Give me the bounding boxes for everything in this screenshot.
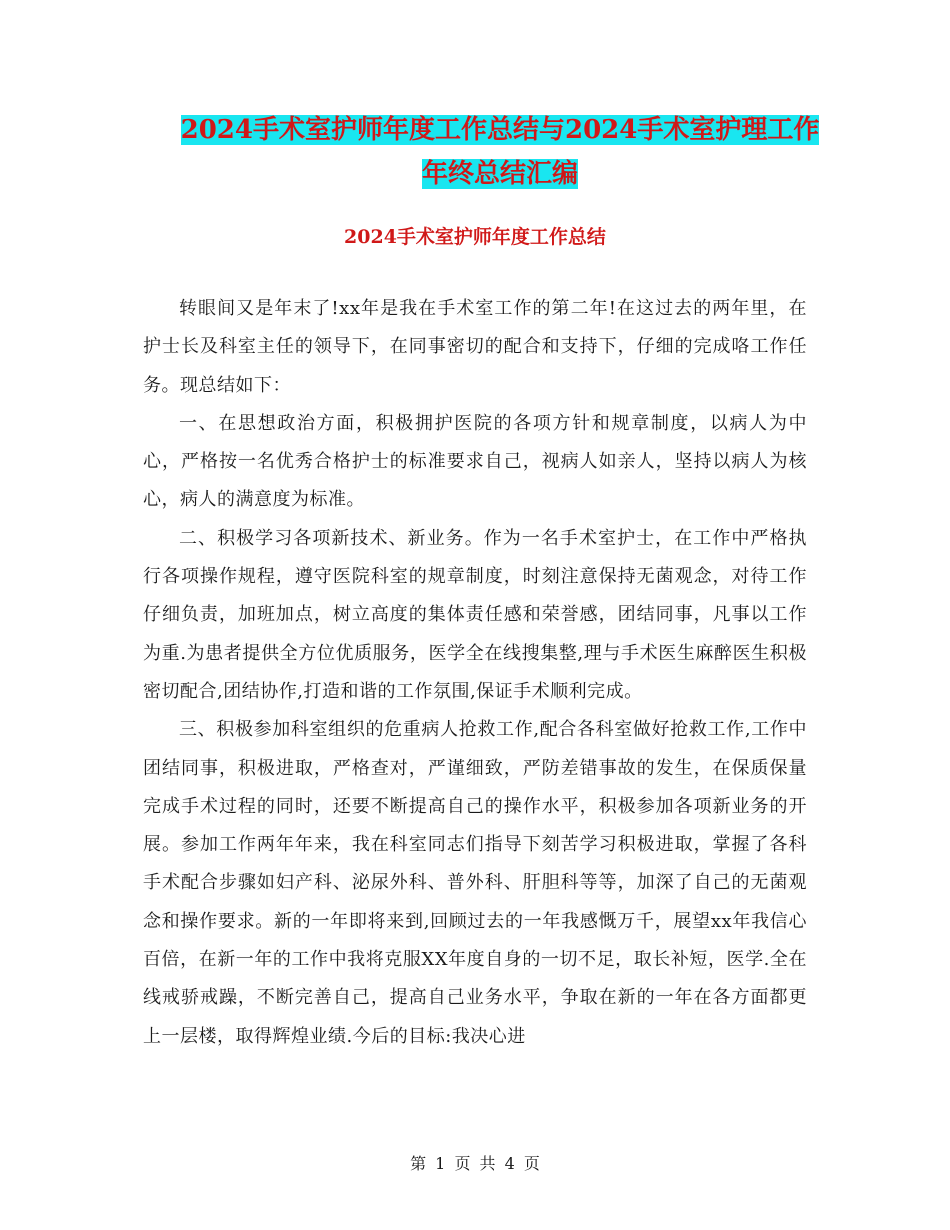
document-title <box>140 108 860 196</box>
paragraph-rescue: 三、积极参加科室组织的危重病人抢救工作,配合各科室做好抢救工作,工作中团结同事，积极进取，严格查对，严谨细致，严防差错事故的发生，在保质保量完成手术过程的同时，还要不断提高自己的操作水平，积极参加各项新业务的开展。参加工作两年年来，我在科室同志们指导下刻苦学习积极进取，掌握了各科手术配合步骤如妇产科、泌尿外科、普外科、肝胆科等等，加深了自己的无菌观念和操作要求。新的一年即将来到,回顾过去的一年我感慨万千，展望xx年我信心百倍，在新一年的工作中我将克服XX年度自身的一切不足，取长补短，医学.全在线戒骄戒躁，不断完善自己，提高自己业务水平，争取在新的一年在各方面都更上一层楼，取得辉煌业绩.今后的目标:我决心进 <box>143 719 807 1047</box>
paragraph-intro: 转眼间又是年末了!xx年是我在手术室工作的第二年!在这过去的两年里，在护士长及科室主任的领导下，在同事密切的配合和支持下，仔细的完成咯工作任务。现总结如下： <box>143 298 807 396</box>
document-title-line1: 2024手术室护师年度工作总结与2024手术室护理工作 <box>180 115 820 145</box>
paragraph-learning: 二、积极学习各项新技术、新业务。作为一名手术室护士，在工作中严格执行各项操作规程，遵守医院科室的规章制度，时刻注意保持无菌观念，对待工作仔细负责，加班加点，树立高度的集体责任感和荣誉感，团结同事，凡事以工作为重.为患者提供全方位优质服务，医学全在线搜集整,理与手术医生麻醉医生积极密切配合,团结协作,打造和谐的工作氛围,保证手术顺利完成。 <box>143 527 807 702</box>
section-title: 2024手术室护师年度工作总结 <box>344 226 606 248</box>
page-footer: 第 1 页 共 4 页 <box>410 1154 540 1173</box>
paragraph-political: 一、在思想政治方面，积极拥护医院的各项方针和规章制度，以病人为中心，严格按一名优秀合格护士的标准要求自己，视病人如亲人，坚持以病人为核心，病人的满意度为标准。 <box>143 412 807 511</box>
document-title-line2: 年终总结汇编 <box>421 159 578 189</box>
document-body <box>143 290 807 1056</box>
